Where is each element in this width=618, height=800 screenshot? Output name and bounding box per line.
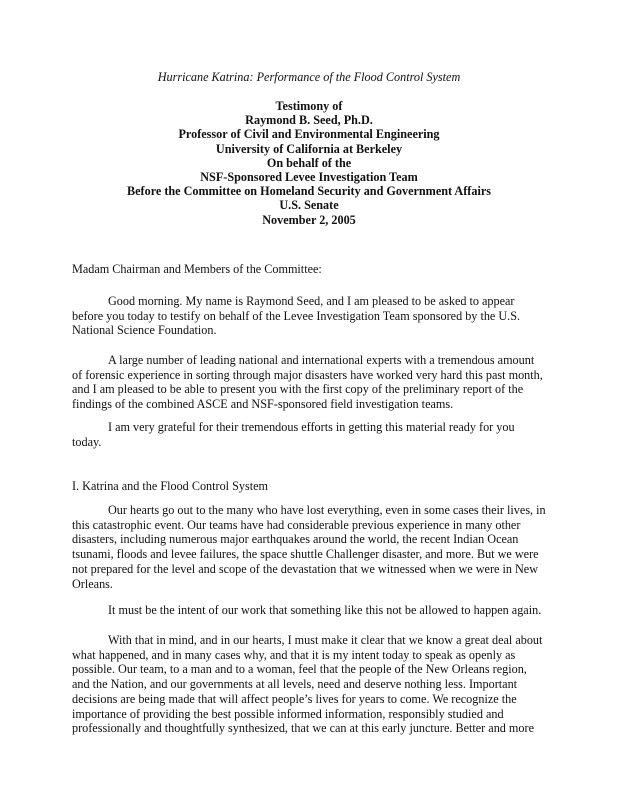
header-line: U.S. Senate xyxy=(279,198,339,213)
header-line: November 2, 2005 xyxy=(262,212,356,227)
text-line: professionally and thoughtfully synthesized, that we can at this early juncture. Better and more xyxy=(72,721,534,736)
header-line: Raymond B. Seed, Ph.D. xyxy=(245,113,373,128)
text-line: A large number of leading national and international experts with a tremendous amount xyxy=(108,353,535,367)
text-line: I. Katrina and the Flood Control System xyxy=(72,479,268,493)
header-line: On behalf of the xyxy=(266,155,352,170)
text-line: With that in mind, and in our hearts, I must make it clear that we know a great deal about xyxy=(108,633,543,647)
text-line: I am very grateful for their tremendous efforts in getting this material ready for you xyxy=(108,420,515,434)
text-line: what happened, and in many cases why, and that it is my intent today to speak as openly as xyxy=(72,647,516,662)
header-line: Professor of Civil and Environmental Engineering xyxy=(178,127,440,142)
text-line: Madam Chairman and Members of the Committee: xyxy=(72,262,322,276)
text-line: National Science Foundation. xyxy=(72,323,217,338)
text-line: Orleans. xyxy=(72,576,113,591)
paragraph-3 xyxy=(72,420,550,449)
header-line: University of California at Berkeley xyxy=(215,141,403,156)
text-line: before you today to testify on behalf of the Levee Investigation Team sponsored by the U.S. xyxy=(72,308,521,323)
text-line: possible. Our team, to a man and to a woman, feel that the people of the New Orleans region, xyxy=(72,662,527,677)
paragraph-5 xyxy=(72,603,550,618)
text-line: Good morning. My name is Raymond Seed, and I am pleased to be asked to appear xyxy=(108,294,515,308)
text-line: of forensic experience in sorting through major disasters have worked very hard this past month, xyxy=(72,367,543,382)
section-heading xyxy=(72,479,550,494)
text-line: and I am pleased to be able to present you with the first copy of the preliminary report of the xyxy=(72,382,524,397)
text-line: today. xyxy=(72,434,102,449)
running-title: Hurricane Katrina: Performance of the Flood Control System xyxy=(157,70,461,84)
header-line: Testimony of xyxy=(275,99,343,113)
text-line: importance of providing the best possible informed information, responsibly studied and xyxy=(72,706,504,721)
testimony-header xyxy=(0,99,618,227)
text-line: It must be the intent of our work that something like this not be allowed to happen again. xyxy=(108,603,542,617)
text-line: findings of the combined ASCE and NSF-sponsored field investigation teams. xyxy=(72,397,454,412)
paragraph-4 xyxy=(72,503,550,591)
text-line: not prepared for the level and scope of the devastation that we witnessed when we were in New xyxy=(72,561,539,576)
text-line: decisions are being made that will affect people’s lives for years to come. We recognize the xyxy=(72,691,517,706)
header-line: Before the Committee on Homeland Security and Government Affairs xyxy=(127,184,491,199)
text-line: disasters, including numerous major earthquakes around the world, the recent Indian Ocean xyxy=(72,532,519,547)
paragraph-2 xyxy=(72,353,550,412)
text-line: and the Nation, and our governments at all levels, need and deserve nothing less. Important xyxy=(72,677,518,692)
paragraph-1 xyxy=(72,294,550,338)
text-line: this catastrophic event. Our teams have had considerable previous experience in many other xyxy=(72,517,521,532)
paragraph-6 xyxy=(72,633,550,736)
header-line: NSF-Sponsored Levee Investigation Team xyxy=(200,170,418,185)
salutation xyxy=(72,262,550,277)
text-line: tsunami, floods and levee failures, the space shuttle Challenger disaster, and more. But we were xyxy=(72,547,539,562)
text-line: Our hearts go out to the many who have lost everything, even in some cases their lives, in xyxy=(108,503,546,517)
